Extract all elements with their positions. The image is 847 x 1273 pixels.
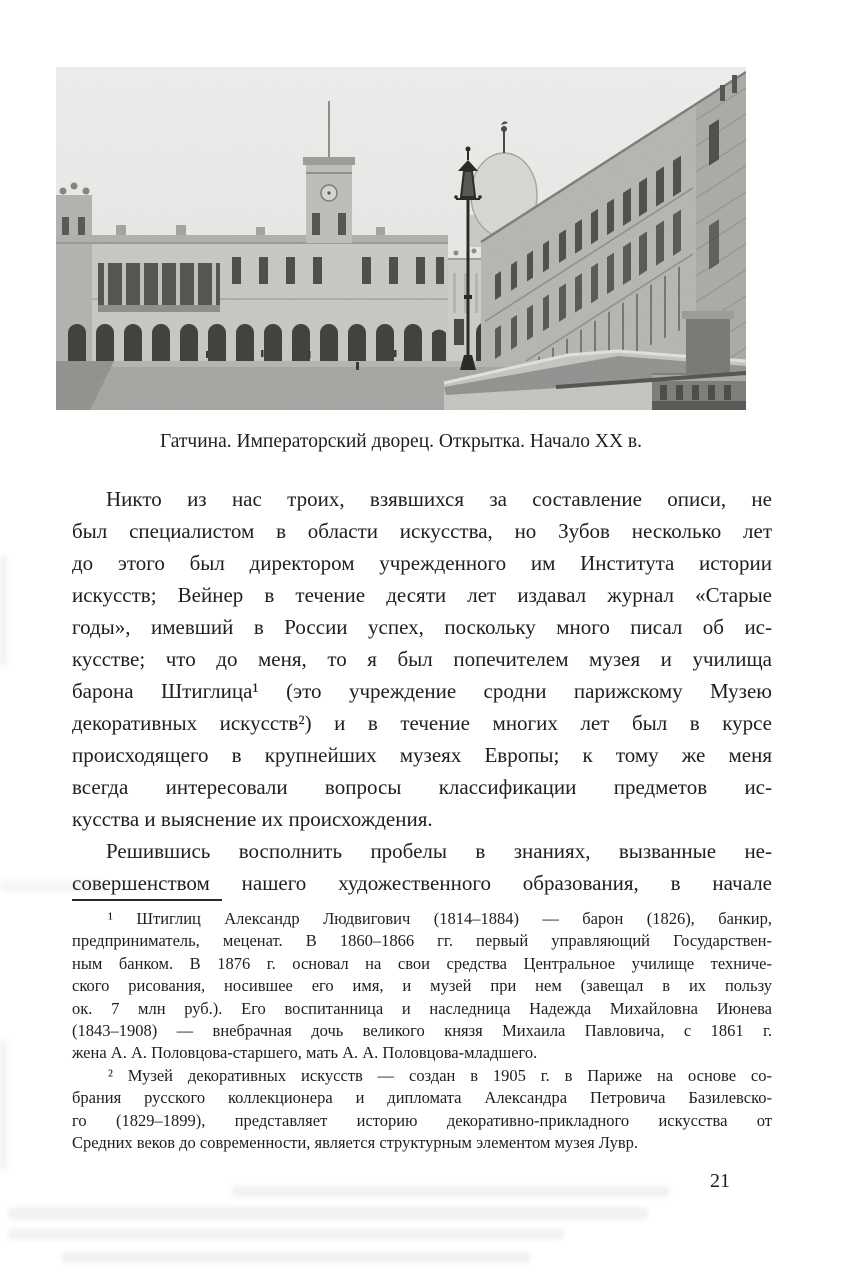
body-line: до этого был директором учрежденного им Института истории [72, 551, 772, 575]
palace-photograph [56, 67, 746, 410]
footnote-2 [72, 1065, 772, 1155]
photo-caption: Гатчина. Императорский дворец. Открытка. Начало XX в. [159, 431, 643, 452]
footnote-line: ок. 7 млн руб.). Его воспитанница и наследница Надежда Михайловна Июнева [72, 998, 772, 1018]
footnote-line: ² Музей декоративных искусств — создан в 1905 г. в Париже на основе со- [108, 1065, 772, 1085]
body-line: годы», имевший в России успех, поскольку много писал об ис- [72, 615, 772, 639]
body-line: кусстве; что до меня, то я был попечителем музея и училища [72, 647, 772, 671]
body-line: всегда интересовали вопросы классификации предметов ис- [72, 775, 772, 799]
bleed-through-artifact [0, 1040, 7, 1170]
body-line: искусств; Вейнер в течение десяти лет издавал журнал «Старые [72, 583, 772, 607]
footnote-line: ным банком. В 1876 г. основал на свои средства Центральное училище техниче- [72, 953, 772, 973]
bleed-through-artifact [62, 1252, 530, 1263]
body-line: совершенством нашего художественного образования, в начале [72, 871, 772, 895]
footnote-line: го (1829–1899), представляет историю декоративно-прикладного искусства от [72, 1110, 772, 1130]
footnote-separator [72, 899, 222, 901]
body-line: кусства и выяснение их происхождения. [72, 807, 433, 831]
footnote-line: ского рисования, носившее его имя, и музей при нем (завещал в их пользу [72, 976, 772, 996]
body-line: Решившись восполнить пробелы в знаниях, вызванные не- [106, 839, 772, 863]
bleed-through-artifact [0, 556, 7, 666]
body-line: происходящего в крупнейших музеях Европы; к тому же меня [72, 743, 772, 767]
footnote-1 [72, 908, 772, 1065]
footnote-line: жена А. А. Половцова-старшего, мать А. А. Половцова-младшего. [72, 1043, 538, 1063]
body-text [72, 483, 772, 899]
body-line: барона Штиглица¹ (это учреждение сродни парижскому Музею [72, 679, 772, 703]
palace-photo-illustration [56, 67, 746, 410]
footnotes [72, 908, 772, 1154]
paragraph-2 [72, 835, 772, 899]
footnote-line: Средних веков до современности, является структурным элементом музея Лувр. [72, 1133, 638, 1153]
paragraph-1 [72, 483, 772, 835]
bleed-through-artifact [8, 1229, 564, 1240]
bleed-through-artifact [232, 1186, 670, 1197]
body-line: был специалистом в области искусства, но Зубов несколько лет [72, 519, 772, 543]
footnote-line: ¹ Штиглиц Александр Людвигович (1814–1884) — барон (1826), банкир, [108, 909, 772, 928]
bleed-through-artifact [8, 1207, 648, 1220]
body-line: декоративных искусств²) и в течение многих лет был в курсе [72, 711, 772, 735]
footnote-line: брания русского коллекционера и дипломата Александра Петровича Базилевско- [72, 1088, 772, 1108]
photo-grain [56, 67, 746, 410]
footnote-line: предприниматель, меценат. В 1860–1866 гг. первый управляющий Государствен- [72, 931, 772, 951]
footnote-line: (1843–1908) — внебрачная дочь великого князя Михаила Павловича, с 1861 г. [72, 1021, 772, 1041]
page-number: 21 [710, 1170, 730, 1192]
body-line: Никто из нас троих, взявшихся за составление описи, не [106, 487, 772, 511]
